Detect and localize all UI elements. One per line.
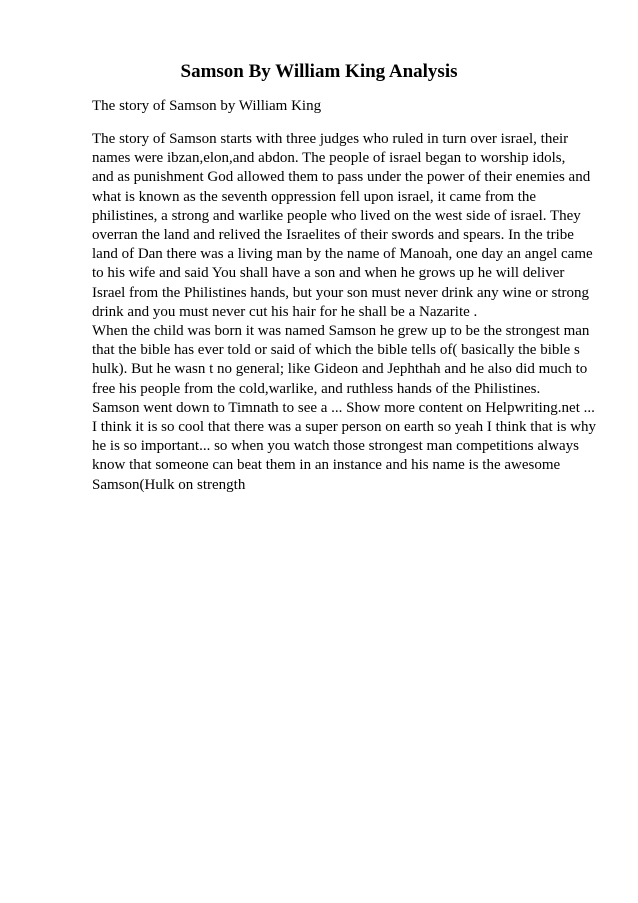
- document-subtitle: The story of Samson by William King: [92, 98, 322, 114]
- body-line: Samson(Hulk on strength: [92, 476, 246, 493]
- body-line: Israel from the Philistines hands, but your son must never drink any wine or strong: [92, 284, 590, 301]
- body-line: what is known as the seventh oppression fell upon israel, it came from the: [92, 188, 537, 205]
- body-line: The story of Samson starts with three judges who ruled in turn over israel, their: [92, 131, 569, 147]
- body-line: and as punishment God allowed them to pass under the power of their enemies and: [92, 169, 591, 186]
- document-body: [92, 130, 597, 495]
- body-line: hulk). But he wasn t no general; like Gideon and Jephthah and he also did much to: [92, 361, 588, 378]
- body-line: free his people from the cold,warlike, and ruthless hands of the Philistines.: [92, 380, 541, 397]
- body-line: When the child was born it was named Samson he grew up to be the strongest man: [92, 323, 590, 340]
- body-line: to his wife and said You shall have a son and when he grows up he will deliver: [92, 265, 565, 282]
- body-line: overran the land and relived the Israelites of their swords and spears. In the tribe: [92, 227, 574, 244]
- body-line: names were ibzan,elon,and abdon. The people of israel began to worship idols,: [92, 150, 566, 167]
- body-line: know that someone can beat them in an instance and his name is the awesome: [92, 457, 561, 474]
- body-line: Samson went down to Timnath to see a ... Show more content on Helpwriting.net ...: [92, 399, 595, 416]
- body-line: philistines, a strong and warlike people who lived on the west side of israel. They: [92, 207, 581, 224]
- document-title: Samson By William King Analysis: [180, 61, 458, 82]
- body-line: drink and you must never cut his hair for he shall be a Nazarite .: [92, 303, 478, 320]
- body-line: he is so important... so when you watch those strongest man competitions always: [92, 438, 580, 455]
- body-line: I think it is so cool that there was a super person on earth so yeah I think that is why: [92, 419, 597, 436]
- body-line: land of Dan there was a living man by the name of Manoah, one day an angel came: [92, 246, 593, 263]
- body-line: that the bible has ever told or said of which the bible tells of( basically the bible s: [92, 342, 580, 359]
